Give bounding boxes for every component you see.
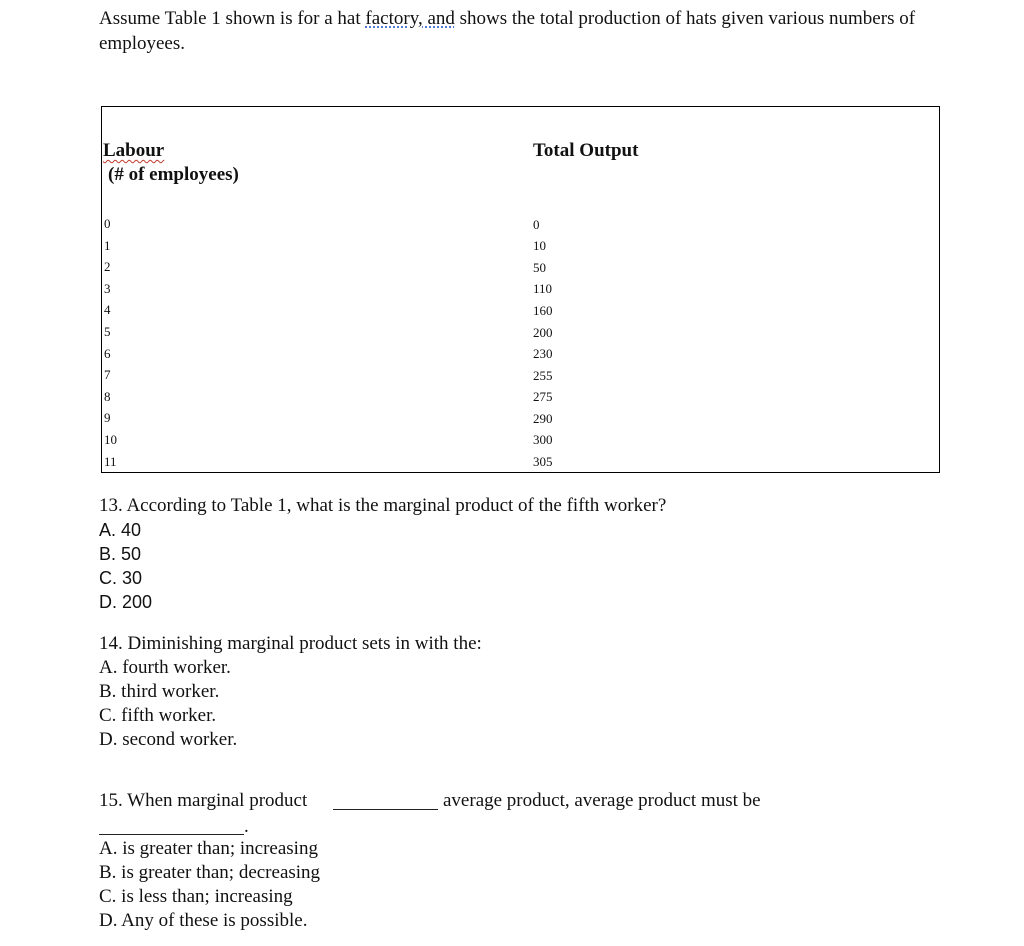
question-15-text-start: 15. When marginal product [99,790,308,811]
table-1 [101,106,940,473]
question-14-choice: C. fifth worker. [99,705,217,726]
question-15-choice: A. is greater than; increasing [99,838,318,859]
output-cell: 300 [533,432,553,447]
labour-cell: 2 [104,259,111,274]
question-14-text: 14. Diminishing marginal product sets in with the: [99,633,482,654]
question-15-choice: D. Any of these is possible. [99,910,308,931]
intro-text-after: shows the total production of hats given various numbers of employees. [99,8,916,54]
question-14-choice: A. fourth worker. [99,657,231,678]
labour-header [103,139,164,163]
labour-cell: 10 [104,432,117,447]
output-cell: 200 [533,325,553,340]
output-cell: 275 [533,389,553,404]
output-cell: 230 [533,346,553,361]
output-cell: 290 [533,411,553,426]
output-cell: 110 [533,281,553,296]
labour-header-subtitle: (# of employees) [108,164,239,185]
labour-header-title: Labour [103,140,165,161]
intro-highlighted-text: factory, and [365,8,455,29]
question-13-choice: A. 40 [99,520,142,540]
question-13-choice: B. 50 [99,544,142,564]
labour-cell: 7 [104,367,111,382]
question-14-choice: B. third worker. [99,681,220,702]
question-14-choice: D. second worker. [99,729,238,750]
output-cell: 0 [533,217,540,232]
question-13-text: 13. According to Table 1, what is the marginal product of the fifth worker? [99,495,667,516]
output-cell: 160 [533,303,553,318]
question-15-text-end: average product, average product must be [443,790,761,811]
question-15-period: . [244,816,249,837]
total-output-header: Total Output [533,140,639,161]
question-15-blank-1 [333,809,438,810]
labour-cell: 5 [104,324,111,339]
labour-cell: 1 [104,238,111,253]
intro-paragraph [99,6,939,56]
output-cell: 10 [533,238,546,253]
labour-cell: 0 [104,216,111,231]
output-cell: 305 [533,454,553,469]
output-cell: 50 [533,260,546,275]
question-15-choice: B. is greater than; decreasing [99,862,321,883]
intro-text-before: Assume Table 1 shown is for a hat [99,8,366,29]
question-13-choice: C. 30 [99,568,143,588]
labour-cell: 11 [104,454,117,469]
labour-cell: 8 [104,389,111,404]
question-15-blank-2 [99,834,244,835]
output-cell: 255 [533,368,553,383]
labour-cell: 6 [104,346,111,361]
labour-cell: 3 [104,281,111,296]
labour-cell: 9 [104,410,111,425]
labour-cell: 4 [104,302,111,317]
question-13-choice: D. 200 [99,592,153,612]
question-15-choice: C. is less than; increasing [99,886,293,907]
